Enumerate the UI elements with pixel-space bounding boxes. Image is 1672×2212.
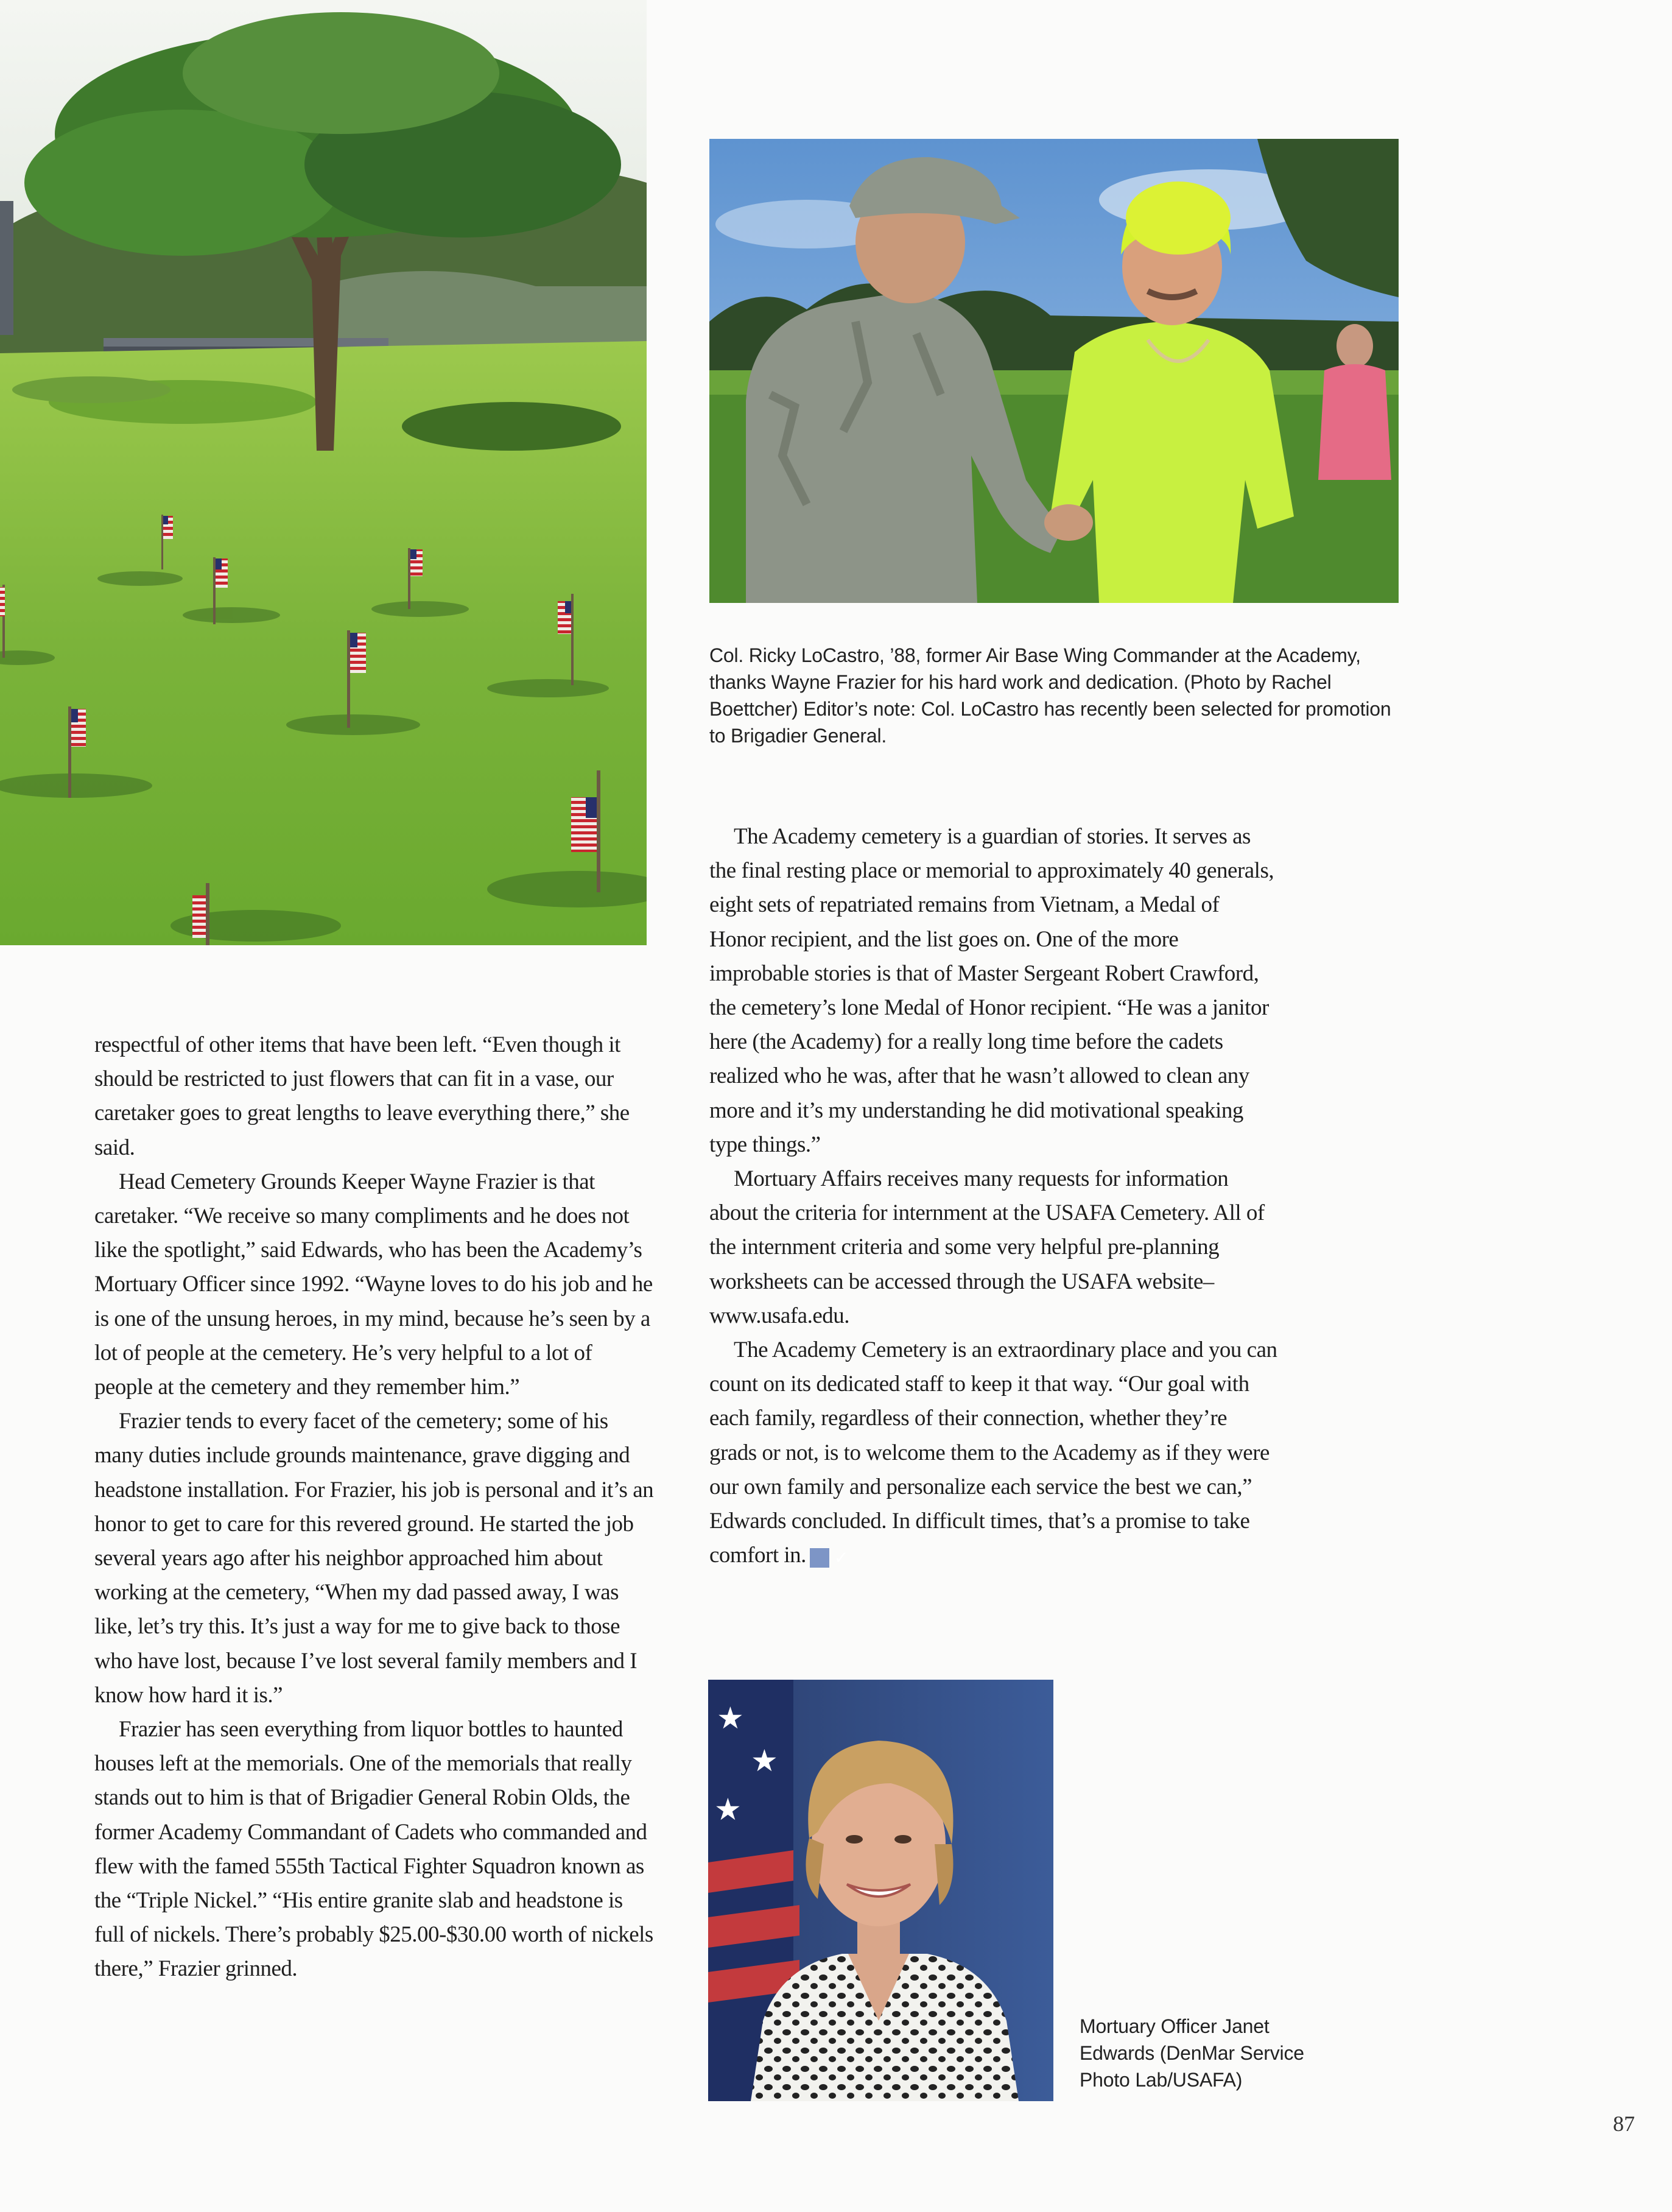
article-column-left bbox=[94, 1028, 655, 1987]
paragraph: Head Cemetery Grounds Keeper Wayne Frazier is that caretaker. “We receive so many compliments and he does not like the spotlight,” said Edwards, who has been the Academy’s Mortuary Officer since 1992. “Wayne loves to do his job and he is one of the unsung heroes, in my mind, because he’s seen by a lot of people at the cemetery. He’s very helpful to a lot of people at the cemetery and they remember him.” bbox=[94, 1169, 653, 1400]
svg-text:★: ★ bbox=[714, 1792, 742, 1827]
portrait-photo bbox=[708, 1680, 1053, 2101]
handshake-photo bbox=[709, 139, 1399, 603]
paragraph: The Academy cemetery is a guardian of stories. It serves as the final resting place or memorial to approximately 40 generals, eight sets of repatriated remains from Vietnam, a Medal of Honor recipient, and the list goes on. One of the more improbable stories is that of Master Sergeant Robert Crawford, the cemetery’s lone Medal of Honor recipient. “He was a janitor here (the Academy) for a really long time before the cadets realized who he was, after that he wasn’t allowed to clean any more and it’s my understanding he did motivational speaking type things.” bbox=[709, 824, 1274, 1157]
photo-caption-portrait: Mortuary Officer Janet Edwards (DenMar Service Photo Lab/USAFA) bbox=[1080, 2015, 1304, 2091]
article-column-right bbox=[709, 820, 1279, 1573]
cemetery-scene bbox=[0, 0, 647, 945]
paragraph: Frazier has seen everything from liquor bottles to haunted houses left at the memorials. One of the memorials that really stands out to him is that of Brigadier General Robin Olds, the former Academy Commandant of Cadets who commanded and flew with the famed 555th Tactical Fighter Squadron known as the “Triple Nickel.” “His entire granite slab and headstone is full of nickels. There’s probably $25.00-$30.00 worth of nickels there,” Frazier grinned. bbox=[94, 1717, 653, 1982]
paragraph: Mortuary Affairs receives many requests for information about the criteria for internment at the USAFA Cemetery. All of the internment criteria and some very helpful pre-planning worksheets can be accessed through the USAFA website–www.usafa.edu. bbox=[709, 1166, 1265, 1328]
cemetery-photo bbox=[0, 0, 647, 945]
svg-text:★: ★ bbox=[717, 1700, 744, 1736]
end-of-article-check-icon: ✓ bbox=[810, 1548, 829, 1568]
svg-text:★: ★ bbox=[751, 1743, 778, 1778]
handshake-scene bbox=[709, 139, 1399, 603]
clasped-hands bbox=[1044, 504, 1093, 541]
page-number: 87 bbox=[1613, 2112, 1635, 2136]
photo-caption-handshake: Col. Ricky LoCastro, ’88, former Air Base Wing Commander at the Academy, thanks Wayne Frazier for his hard work and dedication. (Photo by Rachel Boettcher) Editor’s note: Col. LoCastro has recently been selected for promotion to Brigadier General. bbox=[709, 644, 1391, 747]
paragraph-text: The Academy Cemetery is an extraordinary place and you can count on its dedicated staff to keep it that way. “Our goal with each family, regardless of their connection, whether they’re grads or not, is to welcome them to the Academy as if they were our own family and personalize each service the best we can,” Edwards concluded. In difficult times, that’s a promise to take comfort in. bbox=[709, 1337, 1277, 1568]
portrait-scene bbox=[708, 1680, 1053, 2101]
paragraph bbox=[709, 1333, 1279, 1573]
paragraph: Frazier tends to every facet of the cemetery; some of his many duties include grounds maintenance, grave digging and headstone installation. For Frazier, his job is personal and it’s an honor to get to care for this revered ground. He started the job several years ago after his neighbor approached him about working at the cemetery, “When my dad passed away, I was like, let’s try this. It’s just a way for me to give back to those who have lost, because I’ve lost several family members and I know how hard it is.” bbox=[94, 1409, 654, 1708]
building-wall bbox=[0, 201, 13, 335]
paragraph: respectful of other items that have been left. “Even though it should be restricted to just flowers that can fit in a vase, our caretaker goes to great lengths to leave everything there,” she said. bbox=[94, 1032, 630, 1160]
